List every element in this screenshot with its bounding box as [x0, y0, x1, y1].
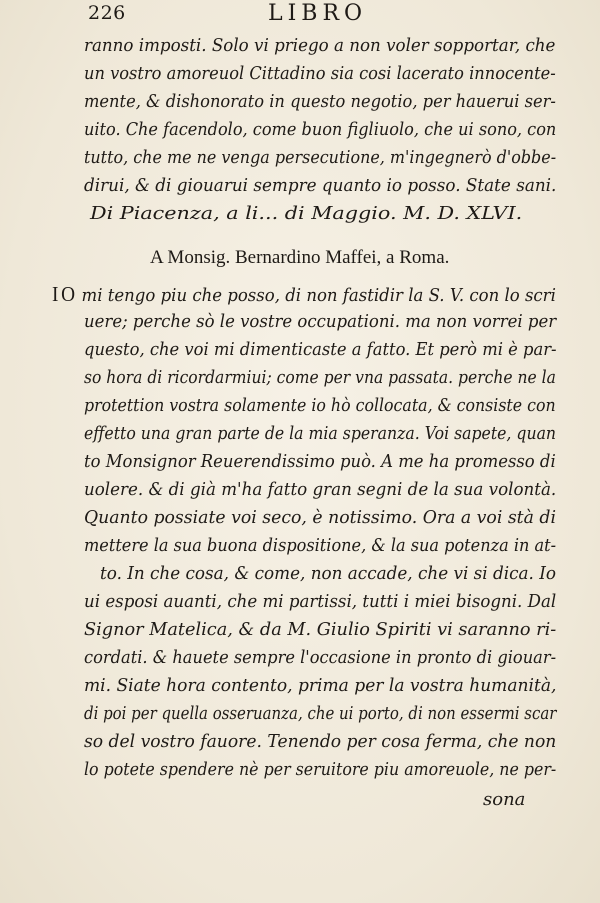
text-line: uito. Che facendolo, come buon figliuolo, che ui sono, con	[84, 119, 557, 140]
text-line: so del vostro fauore. Tenendo per cosa ferma, che non	[84, 731, 557, 752]
page-number: 226	[88, 2, 126, 24]
date-line: Di Piacenza, a li... di Maggio. M. D. XLVI.	[90, 203, 523, 224]
text-line-content: mi tengo piu che posso, di non fastidir la S. V. con lo scri	[81, 285, 556, 306]
text-line: lo potete spendere nè per seruitore piu amoreuole, ne per-	[84, 759, 557, 780]
text-line: Quanto possiate voi seco, è notissimo. Ora a voi stà di	[84, 507, 556, 528]
text-line: to Monsignor Reuerendissimo può. A me ha promesso di	[84, 451, 556, 472]
text-line: un vostro amoreuol Cittadino sia cosi lacerato innocente-	[84, 63, 556, 84]
text-line	[52, 281, 556, 307]
text-line: to. In che cosa, & come, non accade, che vi si dica. Io	[100, 563, 556, 584]
catchword: sona	[483, 789, 526, 810]
text-line: ui esposi auanti, che mi partissi, tutti i miei bisogni. Dal	[84, 591, 557, 612]
page-header	[0, 0, 600, 28]
text-line: cordati. & hauete sempre l'occasione in pronto di giouar-	[84, 647, 557, 668]
text-line: mente, & dishonorato in questo negotio, per hauerui ser-	[84, 91, 556, 112]
text-line: tutto, che me ne venga persecutione, m'ingegnerò d'obbe-	[84, 147, 557, 168]
text-line: so hora di ricordarmiui; come per vna passata. perche ne la	[84, 367, 556, 388]
text-line: di poi per quella osseruanza, che ui porto, di non essermi scar	[84, 703, 557, 724]
text-line: ranno imposti. Solo vi priego a non voler sopportar, che	[84, 35, 556, 56]
text-line: uolere. & di già m'ha fatto gran segni de la sua volontà.	[84, 479, 557, 500]
text-line: mi. Siate hora contento, prima per la vostra humanità,	[84, 675, 557, 696]
initial-word: IO	[52, 282, 78, 306]
text-line: effetto una gran parte de la mia speranza. Voi sapete, quan	[84, 423, 557, 444]
text-line: Signor Matelica, & da M. Giulio Spiriti vi saranno ri-	[84, 619, 557, 640]
text-line: questo, che voi mi dimenticaste a fatto. Et però mi è par-	[84, 339, 557, 360]
text-line: protettion vostra solamente io hò collocata, & consiste con	[84, 395, 556, 416]
text-line: mettere la sua buona dispositione, & la sua potenza in at-	[84, 535, 557, 556]
text-line: dirui, & di giouarui sempre quanto io posso. State sani.	[84, 175, 557, 196]
letter-heading: A Monsig. Bernardino Maffei, a Roma.	[150, 247, 450, 268]
text-line: uere; perche sò le vostre occupationi. ma non vorrei per	[84, 311, 557, 332]
running-head: LIBRO	[268, 1, 368, 26]
